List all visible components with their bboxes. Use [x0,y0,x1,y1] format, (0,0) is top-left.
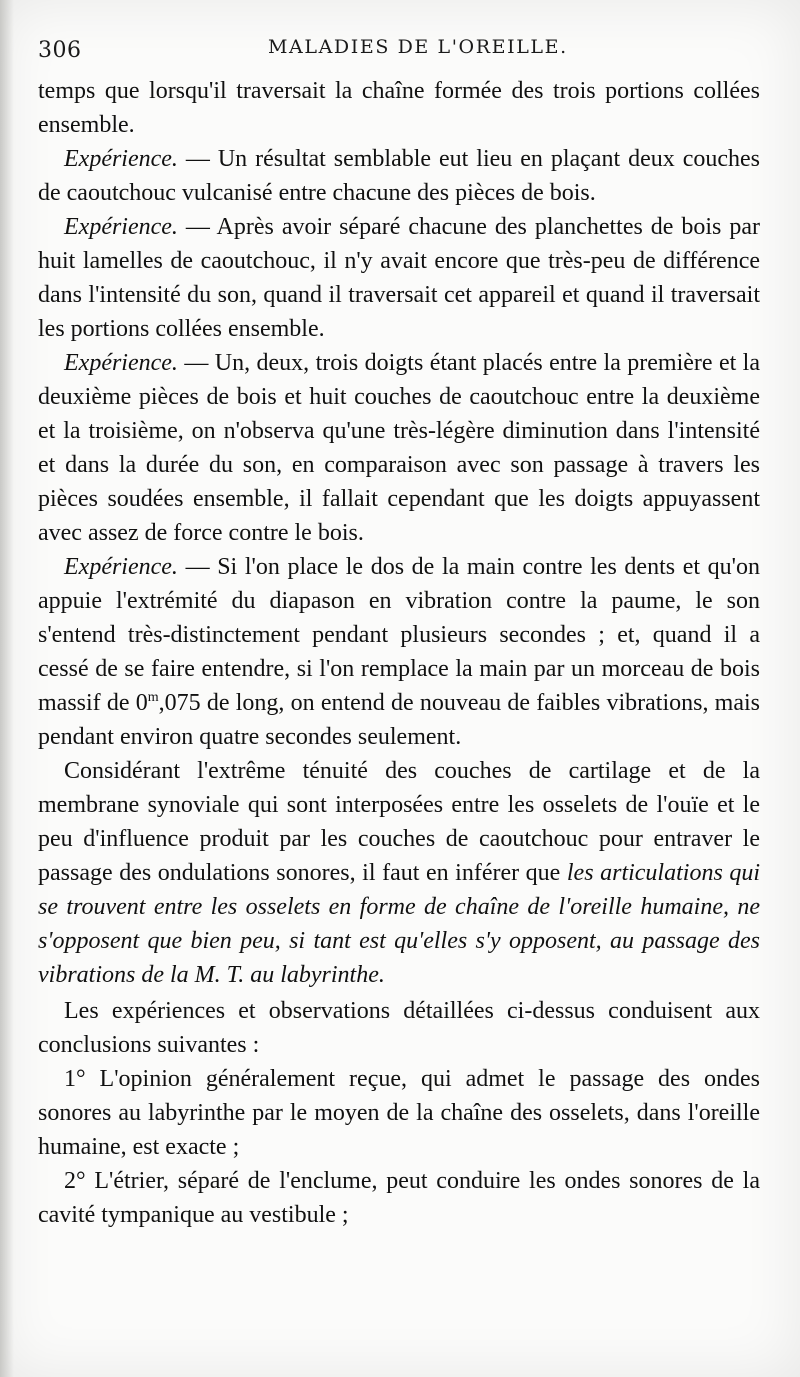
paragraph [38,994,760,1062]
paragraph-text: — Si l'on place le dos de la main contre les dents et qu'on appuie l'extrémité du diapason en vibration contre la paume, le son s'entend très-distinctement pendant plusieurs secondes ; et, quand il a cessé de se faire entendre, si l'on remplace la main par un morceau de bois massif de 0 [38,554,760,716]
paragraph-text: ,075 de long, on entend de nouveau de faibles vibrations, mais pendant environ quatre secondes seulement. [38,690,760,750]
page-number: 306 [38,38,82,63]
page-edge-shadow [0,0,14,1377]
paragraph-text: 2° L'étrier, séparé de l'enclume, peut conduire les ondes sonores de la cavité tympanique au vestibule ; [38,1168,760,1228]
paragraph [38,74,760,142]
paragraph-text: 1° L'opinion généralement reçue, qui admet le passage des ondes sonores au labyrinthe par le moyen de la chaîne des osselets, dans l'oreille humaine, est exacte ; [38,1066,760,1160]
paragraph-experience [38,550,760,754]
paragraph-conclusion [38,754,760,992]
paragraph-text: Les expériences et observations détaillées ci-dessus conduisent aux conclusions suivantes : [38,998,760,1058]
paragraph-experience [38,142,760,210]
paragraph-text: — Après avoir séparé chacune des planchettes de bois par huit lamelles de caoutchouc, il n'y avait encore que très-peu de différence dans l'intensité du son, quand il traversait cet appareil et quand il traversait les portions collées ensemble. [38,214,760,342]
numbered-conclusion [38,1164,760,1232]
experiment-label: Expérience. [64,554,178,580]
running-head: MALADIES DE L'OREILLE. [268,36,568,58]
paragraph-text: — Un, deux, trois doigts étant placés entre la première et la deuxième pièces de bois et huit couches de caoutchouc entre la deuxième et la troisième, on n'observa qu'une très-légère diminution dans l'intensité et dans la durée du son, en comparaison avec son passage à travers les pièces soudées ensemble, il fallait cependant que les doigts appuyassent avec assez de force contre le bois. [38,350,760,546]
numbered-conclusion [38,1062,760,1164]
experiment-label: Expérience. [64,214,178,240]
body-text [38,74,760,1232]
experiment-label: Expérience. [64,350,178,376]
page-header [38,32,758,62]
paragraph-text: temps que lorsqu'il traversait la chaîne formée des trois portions collées ensemble. [38,78,760,138]
unit-superscript: m [147,690,159,705]
paragraph-text: — Un résultat semblable eut lieu en plaçant deux couches de caoutchouc vulcanisé entre chacune des pièces de bois. [38,146,760,206]
paragraph-experience [38,210,760,346]
paragraph-experience [38,346,760,550]
paragraph-text: Considérant l'extrême ténuité des couches de cartilage et de la membrane synoviale qui sont interposées entre les osselets de l'ouïe et le peu d'influence produit par les couches de caoutchouc pour entraver le passage des ondulations sonores, il faut en inférer que [38,758,760,886]
italic-emphasis: les articulations qui se trouvent entre les osselets en forme de chaîne de l'oreille humaine, ne s'opposent que bien peu, si tant est qu'elles s'y opposent, au passage des vibrations de la M. T. au labyrinthe. [38,860,761,988]
experiment-label: Expérience. [64,146,178,172]
